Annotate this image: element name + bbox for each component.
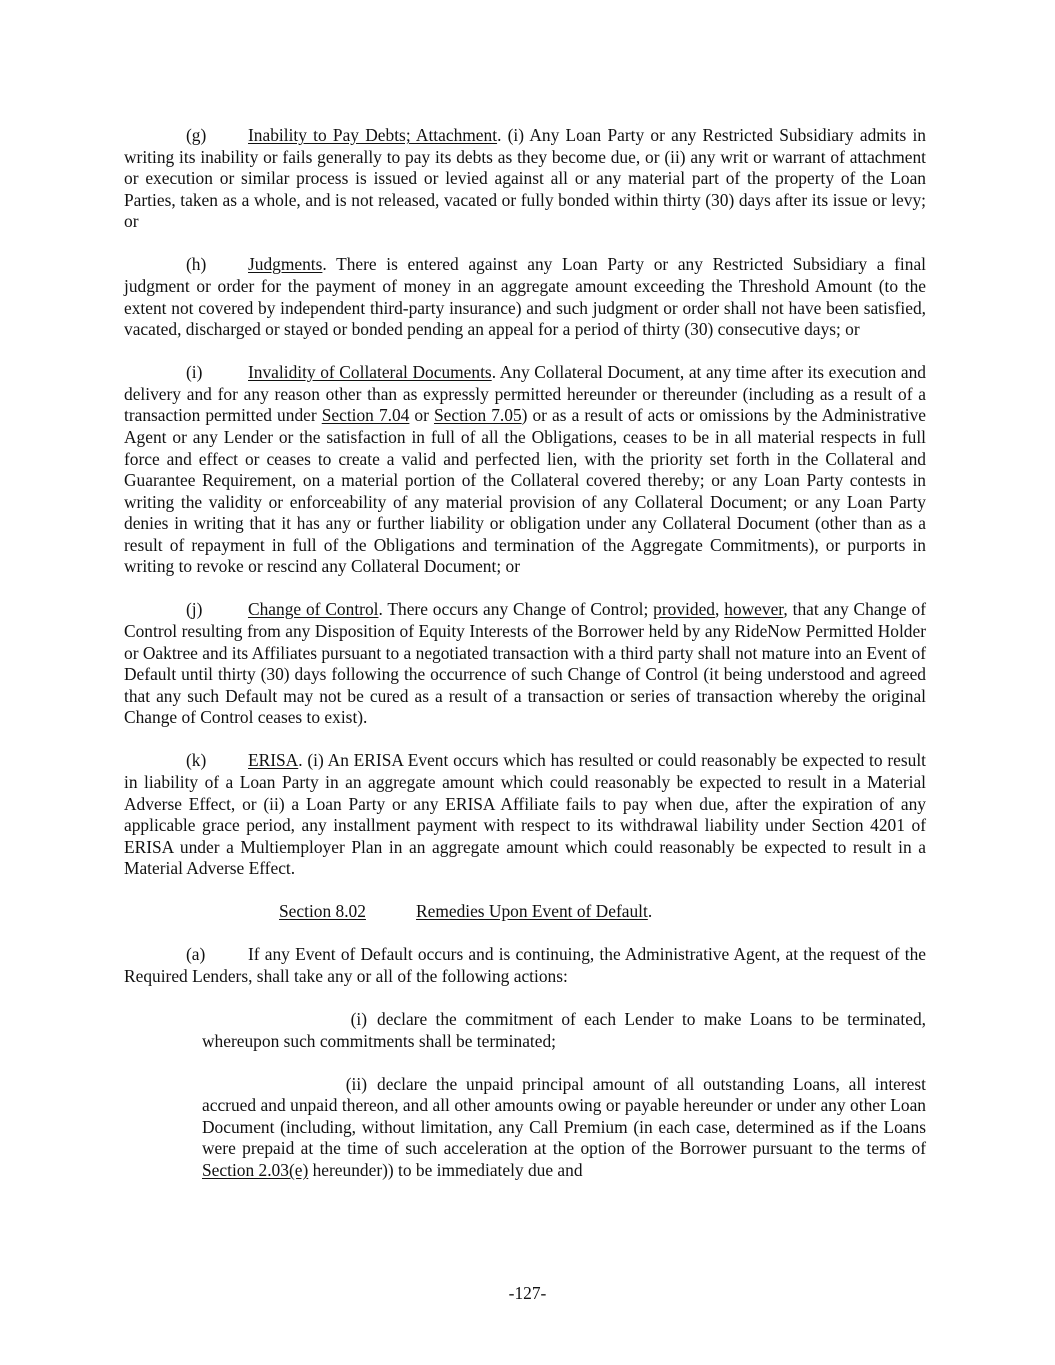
section-reference: Section 7.05	[433, 405, 522, 426]
clause-title: ERISA	[248, 750, 299, 771]
section-reference: Section 2.03(e)	[202, 1159, 309, 1180]
clause-text: declare the unpaid principal amount of all outstanding Loans, all interest accrued and unpaid thereon, and all other amounts owing or payable hereunder or under any other Loan Document (including, without limitation, any Call Premium (in each case, determined as if the Loans were prepaid at the time of such acceleration at the option of the Borrower pursuant to the terms of	[202, 1073, 926, 1159]
clause-text: . (i) Any Loan Party or any Restricted Subsidiary admits in writing its inability or fails generally to pay its debts as they become due, or (ii) any writ or warrant of attachment or execution or similar process is issued or levied against all or any material part of the property of the Loan Parties, taken as a whole, and is not released, vacated or fully bonded within thirty (30) days after its issue or levy; or	[124, 125, 926, 232]
clause-text: declare the commitment of each Lender to make Loans to be terminated, whereupon such commitments shall be terminated;	[202, 1008, 926, 1051]
clause-text: . There is entered against any Loan Party or any Restricted Subsidiary a final judgment or order for the payment of money in an aggregate amount exceeding the Threshold Amount (to the extent not covered by independent third-party insurance) and such judgment or order shall not have been satisfied, vacated, discharged or stayed or bonded pending an appeal for a period of thirty (30) consecutive days; or	[124, 254, 926, 340]
clause-text: . There occurs any Change of Control;	[378, 599, 654, 620]
clause-text: . Any Collateral Document, at any time after its execution and delivery and for any reason other than as expressly permitted hereunder or thereunder (including as a result of a transaction permitted under	[124, 362, 926, 426]
document-page	[124, 125, 926, 1181]
paragraph-remedies-ii	[202, 1074, 926, 1182]
proviso-term: however	[724, 599, 784, 620]
section-number: Section 8.02	[279, 901, 366, 922]
subclause-label: (ii)	[345, 1073, 367, 1094]
clause-title: Invalidity of Collateral Documents	[248, 362, 492, 383]
clause-title: Judgments	[248, 254, 323, 275]
paragraph-i	[124, 362, 926, 578]
section-reference: Section 7.04	[321, 405, 410, 426]
section-title: Remedies Upon Event of Default	[416, 901, 648, 922]
clause-label: (i)	[186, 362, 203, 383]
clause-text: ,	[715, 599, 725, 620]
proviso-term: provided	[653, 599, 715, 620]
paragraph-remedies-i	[202, 1009, 926, 1052]
section-title-period: .	[647, 901, 653, 922]
clause-label: (g)	[186, 125, 207, 145]
clause-text: or	[409, 405, 434, 426]
paragraph-j	[124, 599, 926, 729]
clause-title: Change of Control	[248, 599, 379, 620]
section-heading	[124, 901, 926, 923]
clause-text: . (i) An ERISA Event occurs which has resulted or could reasonably be expected to result in liability of a Loan Party in an aggregate amount which could reasonably be expected to result in a Material Adverse Effect, or (ii) a Loan Party or any ERISA Affiliate fails to pay when due, after the expiration of any applicable grace period, any installment payment with respect to its withdrawal liability under Section 4201 of ERISA under a Multiemployer Plan in an aggregate amount which could reasonably be expected to result in a Material Adverse Effect.	[124, 750, 926, 879]
page-number: -127-	[508, 1283, 547, 1303]
clause-text: If any Event of Default occurs and is continuing, the Administrative Agent, at the request of the Required Lenders, shall take any or all of the following actions:	[124, 944, 926, 986]
clause-text: ) or as a result of acts or omissions by the Administrative Agent or any Lender or the satisfaction in full of all the Obligations, ceases to be in all material respects in full force and effect or ceases to create a valid and perfected lien, with the priority set forth in the Collateral and Guarantee Requirement, on a material portion of the Collateral covered thereby; or any Loan Party contests in writing the validity or enforceability of any material provision of any Collateral Document; or any Loan Party denies in writing that it has any or further liability or obligation under any Collateral Document (other than as a result of repayment in full of the Obligations and termination of the Aggregate Commitments), or purports in writing to revoke or rescind any Collateral Document; or	[124, 405, 926, 577]
clause-label: (j)	[186, 599, 203, 620]
paragraph-h	[124, 254, 926, 340]
paragraph-k	[124, 750, 926, 880]
paragraph-g	[124, 125, 926, 233]
clause-title: Inability to Pay Debts; Attachment	[248, 125, 498, 145]
clause-label: (h)	[186, 254, 207, 275]
clause-label: (a)	[186, 944, 206, 965]
clause-text: hereunder)) to be immediately due and	[308, 1159, 583, 1180]
subclause-label: (i)	[350, 1008, 367, 1029]
paragraph-remedies-a	[124, 944, 926, 987]
clause-label: (k)	[186, 750, 207, 771]
clause-text: , that any Change of Control resulting from any Disposition of Equity Interests of the Borrower held by any RideNow Permitted Holder or Oaktree and its Affiliates pursuant to a negotiated transaction with a third party shall not mature into an Event of Default until thirty (30) days following the occurrence of such Change of Control (it being understood and agreed that any such Default may not be cured as a result of a transaction or series of transaction whereby the original Change of Control ceases to exist).	[124, 599, 926, 728]
